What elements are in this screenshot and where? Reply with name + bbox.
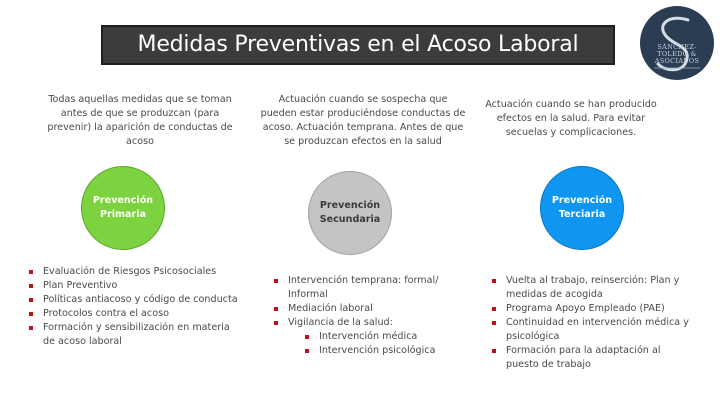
list-item: Continuidad en intervención médica y psicológica — [491, 316, 696, 344]
vigilancia-sublist — [288, 330, 463, 358]
secundaria-circle-line1: Prevención — [319, 200, 381, 211]
list-item: Mediación laboral — [273, 302, 463, 316]
primaria-description: Todas aquellas medidas que se toman antes de que se produzcan (para prevenir) la aparición de conductas de acoso — [47, 94, 233, 147]
list-item: Protocolos contra el acoso — [28, 307, 238, 321]
bullet-icon — [29, 270, 33, 274]
list-item: Políticas antiacoso y código de conducta — [28, 293, 238, 307]
terciaria-description: Actuación cuando se han producido efectos en la salud. Para evitar secuelas y complicaciones. — [485, 99, 657, 138]
bullet-icon — [305, 349, 309, 353]
page-title: Medidas Preventivas en el Acoso Laboral — [101, 25, 615, 65]
list-item: Intervención médica — [288, 330, 463, 344]
list-item: Evaluación de Riesgos Psicosociales — [28, 265, 238, 279]
logo-text-line1: SÁNCHEZ- — [657, 43, 697, 51]
prevencion-primaria-circle — [81, 166, 165, 250]
prevencion-secundaria-circle — [308, 171, 392, 255]
list-item: Plan Preventivo — [28, 279, 238, 293]
bullet-icon — [29, 326, 33, 330]
bullet-icon — [492, 279, 496, 283]
bullet-icon — [29, 284, 33, 288]
bullet-icon — [274, 279, 278, 283]
list-item: Vigilancia de la salud: Intervención médica Intervención psicológica — [273, 316, 463, 358]
bullet-icon — [29, 298, 33, 302]
bullet-icon — [492, 349, 496, 353]
secundaria-list — [273, 274, 463, 358]
primaria-list — [28, 265, 238, 349]
logo-text-line3: ASOCIADOS — [654, 57, 700, 65]
prevencion-terciaria-circle — [540, 166, 624, 250]
bullet-icon — [305, 335, 309, 339]
list-item: Formación para la adaptación al puesto de trabajo — [491, 344, 696, 372]
secundaria-circle-line2: Secundaria — [319, 214, 381, 225]
secundaria-description: Actuación cuando se sospecha que pueden estar produciéndose conductas de acoso. Actuación temprana. Antes de que se produzcan efectos en la salud — [260, 94, 466, 147]
list-item: Programa Apoyo Empleado (PAE) — [491, 302, 696, 316]
bullet-icon — [274, 307, 278, 311]
bullet-icon — [492, 321, 496, 325]
terciaria-circle-line2: Terciaria — [558, 209, 606, 220]
bullet-icon — [29, 312, 33, 316]
bullet-icon — [274, 321, 278, 325]
firm-logo — [640, 6, 714, 80]
logo-text-line2: TOLEDO & — [657, 50, 697, 58]
primaria-circle-line1: Prevención — [92, 195, 154, 206]
terciaria-list — [491, 274, 696, 372]
list-item: Intervención temprana: formal/ Informal — [273, 274, 463, 302]
bullet-icon — [492, 307, 496, 311]
list-item: Vuelta al trabajo, reinserción: Plan y medidas de acogida — [491, 274, 696, 302]
terciaria-circle-line1: Prevención — [551, 195, 613, 206]
list-item: Formación y sensibilización en materia de acoso laboral — [28, 321, 238, 349]
list-item: Intervención psicológica — [288, 344, 463, 358]
primaria-circle-line2: Primaria — [99, 209, 146, 220]
